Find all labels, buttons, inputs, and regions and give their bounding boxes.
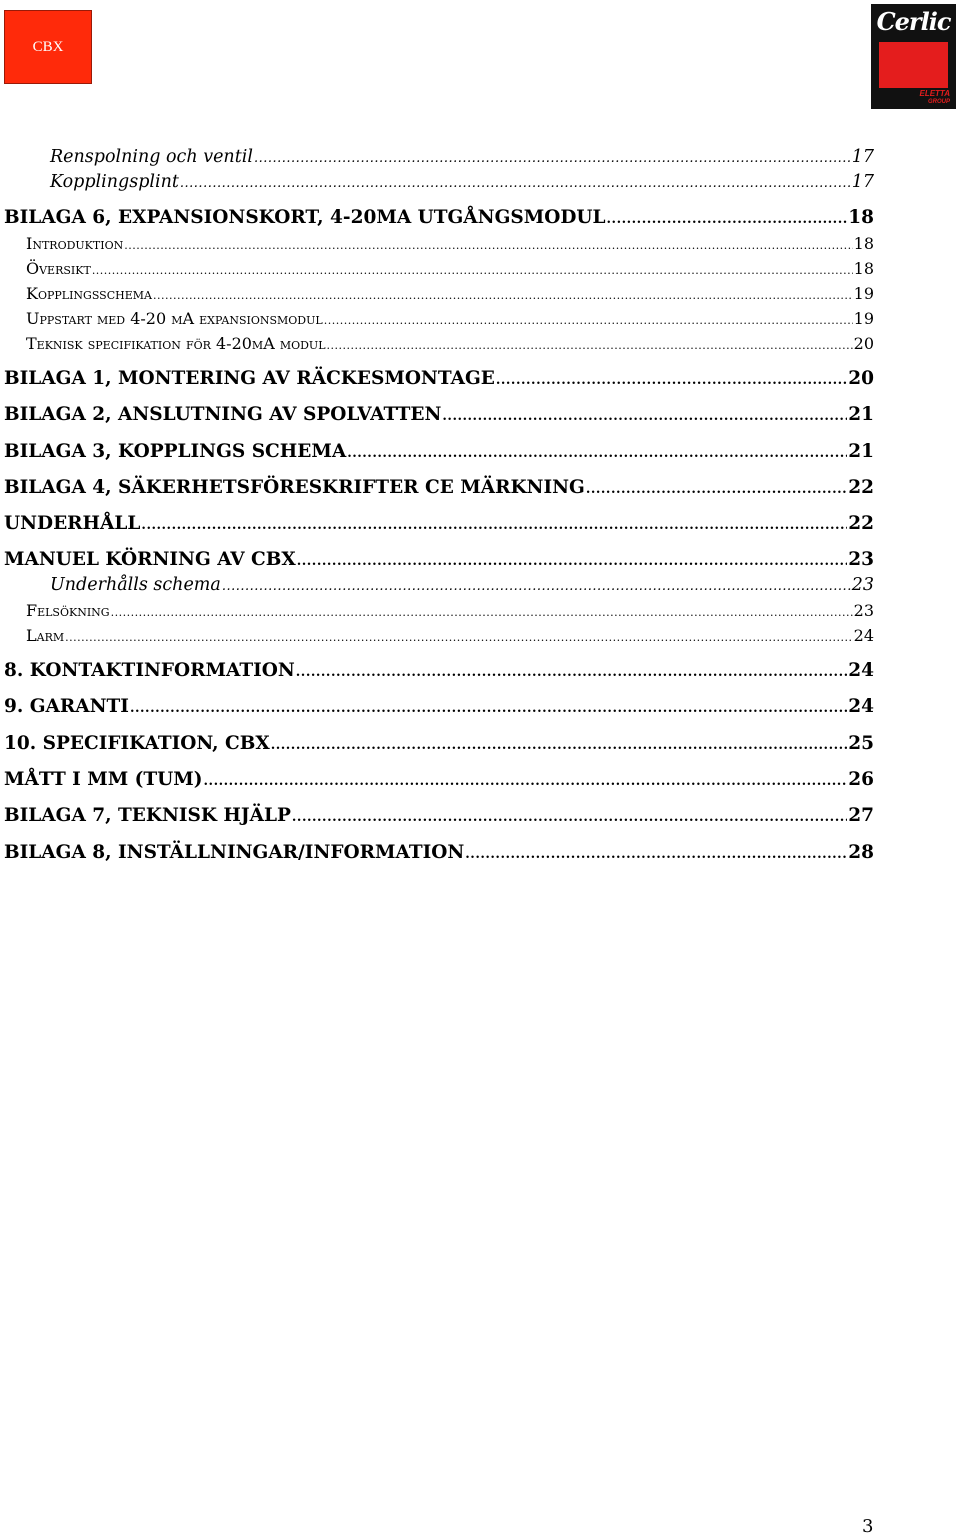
toc-leader <box>297 549 848 570</box>
toc-entry-page: 23 <box>853 601 874 620</box>
toc-entry[interactable] <box>26 626 874 645</box>
toc-entry-page: 25 <box>848 733 874 754</box>
page-number: 3 <box>862 1516 874 1537</box>
toc-entry[interactable] <box>4 404 874 425</box>
toc-entry-page: 21 <box>848 441 874 462</box>
toc-entry[interactable] <box>4 549 874 570</box>
toc-leader <box>92 259 853 278</box>
toc-entry[interactable] <box>4 842 874 863</box>
toc-entry-label: BILAGA 6, EXPANSIONSKORT, 4-20MA UTGÅNGSMODUL <box>4 207 606 228</box>
toc-entry-page: 19 <box>853 284 874 303</box>
toc-entry-page: 23 <box>851 575 874 595</box>
product-label: CBX <box>32 38 64 55</box>
toc-entry-label: UNDERHÅLL <box>4 513 141 534</box>
toc-leader <box>586 477 847 498</box>
toc-leader <box>130 696 847 717</box>
toc-entry-page: 24 <box>853 626 874 645</box>
toc-entry-label: Felsökning <box>26 601 110 620</box>
toc-leader <box>442 404 847 425</box>
toc-entry-page: 18 <box>853 234 874 253</box>
toc-entry-page: 18 <box>853 259 874 278</box>
toc-entry[interactable] <box>26 334 874 353</box>
toc-leader <box>254 147 851 167</box>
toc-entry[interactable] <box>4 207 874 228</box>
company-logo <box>871 4 956 109</box>
toc-leader <box>153 284 853 303</box>
toc-leader <box>347 441 847 462</box>
product-label-box <box>4 10 92 84</box>
toc-entry-page: 24 <box>848 696 874 717</box>
toc-entry[interactable] <box>4 805 874 826</box>
toc-entry[interactable] <box>4 696 874 717</box>
toc-entry-page: 28 <box>848 842 874 863</box>
toc-entry-label: Kopplingsschema <box>26 284 152 303</box>
toc-entry[interactable] <box>4 477 874 498</box>
toc-entry-label: Underhålls schema <box>50 575 221 595</box>
toc-leader <box>141 513 847 534</box>
toc-entry-label: BILAGA 4, SÄKERHETSFÖRESKRIFTER CE MÄRKNING <box>4 477 585 498</box>
toc-entry[interactable] <box>4 441 874 462</box>
toc-entry-page: 17 <box>851 172 874 192</box>
toc-entry-page: 23 <box>848 549 874 570</box>
toc-entry-label: Larm <box>26 626 65 645</box>
toc-entry-page: 27 <box>848 805 874 826</box>
toc-leader <box>124 234 852 253</box>
toc-entry-label: MANUEL KÖRNING AV CBX <box>4 549 296 570</box>
toc-entry-page: 24 <box>848 660 874 681</box>
toc-entry-label: Kopplingsplint <box>50 172 179 192</box>
toc-entry-label: Översikt <box>26 259 91 278</box>
toc-leader <box>204 769 848 790</box>
toc-entry-label: BILAGA 2, ANSLUTNING AV SPOLVATTEN <box>4 404 442 425</box>
toc-entry[interactable] <box>26 284 874 303</box>
toc-leader <box>65 626 853 645</box>
toc-entry-label: Introduktion <box>26 234 124 253</box>
toc-entry[interactable] <box>50 147 874 167</box>
toc-leader <box>296 660 847 681</box>
toc-entry[interactable] <box>26 309 874 328</box>
toc-entry-label: Renspolning och ventil <box>50 147 253 167</box>
toc-entry-page: 21 <box>848 404 874 425</box>
toc-entry-label: Uppstart med 4-20 mA expansionsmodul <box>26 309 323 328</box>
toc-entry[interactable] <box>4 660 874 681</box>
toc-entry[interactable] <box>4 513 874 534</box>
logo-sub-line1: ELETTA <box>919 89 950 98</box>
toc-leader <box>327 334 853 353</box>
toc-leader <box>324 309 853 328</box>
toc-entry[interactable] <box>26 601 874 620</box>
toc-entry[interactable] <box>50 575 874 595</box>
toc-entry-label: BILAGA 8, INSTÄLLNINGAR/INFORMATION <box>4 842 465 863</box>
toc-entry-page: 22 <box>848 477 874 498</box>
toc-leader <box>222 575 851 595</box>
toc-entry-page: 22 <box>848 513 874 534</box>
toc-entry-label: BILAGA 1, MONTERING AV RÄCKESMONTAGE <box>4 368 495 389</box>
toc-entry-page: 17 <box>851 147 874 167</box>
toc-entry-label: MÅTT I MM (TUM) <box>4 769 203 790</box>
toc-entry[interactable] <box>4 733 874 754</box>
toc-leader <box>607 207 848 228</box>
toc-entry-label: 8. KONTAKTINFORMATION <box>4 660 295 681</box>
toc-entry-page: 26 <box>848 769 874 790</box>
toc-leader <box>496 368 847 389</box>
toc-entry-label: 9. GARANTI <box>4 696 129 717</box>
toc-entry[interactable] <box>26 234 874 253</box>
toc-leader <box>180 172 851 192</box>
toc-entry-label: BILAGA 3, KOPPLINGS SCHEMA <box>4 441 347 462</box>
toc-entry[interactable] <box>26 259 874 278</box>
logo-subtext <box>919 90 950 106</box>
toc-leader <box>292 805 847 826</box>
toc-entry[interactable] <box>4 368 874 389</box>
logo-red-block <box>879 42 948 88</box>
toc-leader <box>271 733 848 754</box>
toc-entry-label: 10. SPECIFIKATION, CBX <box>4 733 270 754</box>
toc-entry-page: 18 <box>848 207 874 228</box>
logo-text: Cerlic <box>876 7 951 36</box>
toc-leader <box>111 601 853 620</box>
toc-entry-label: Teknisk specifikation för 4-20mA modul <box>26 334 326 353</box>
toc-entry-label: BILAGA 7, TEKNISK HJÄLP <box>4 805 291 826</box>
toc-entry[interactable] <box>4 769 874 790</box>
toc-leader <box>465 842 847 863</box>
logo-sub-line2: GROUP <box>927 99 950 105</box>
toc-entry-page: 20 <box>853 334 874 353</box>
toc-entry-page: 19 <box>853 309 874 328</box>
toc-entry[interactable] <box>50 172 874 192</box>
toc-entry-page: 20 <box>848 368 874 389</box>
